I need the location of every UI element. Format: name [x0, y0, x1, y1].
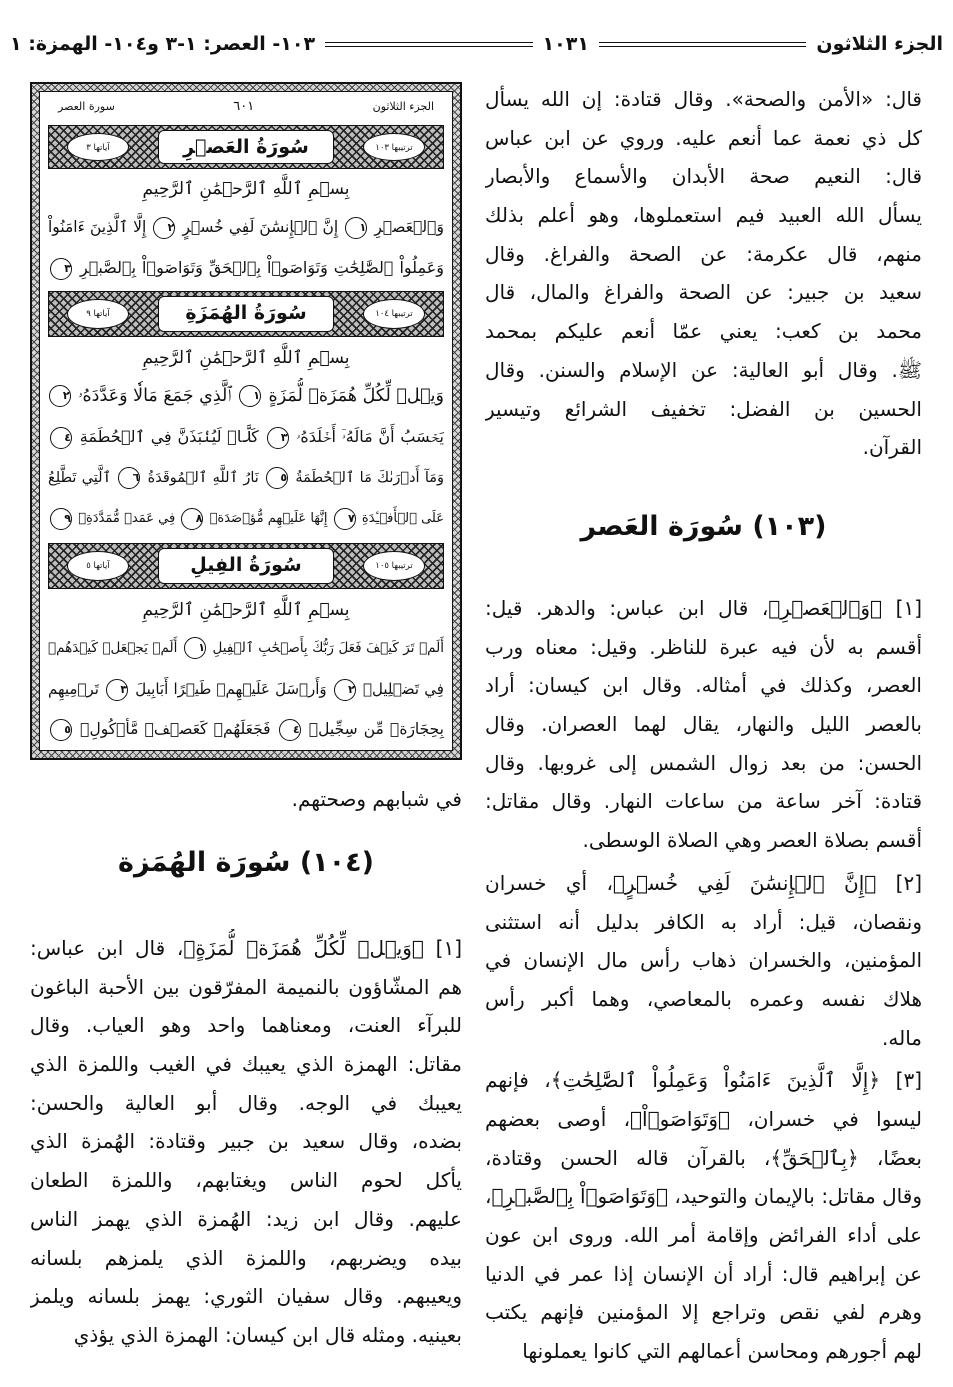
- juz-title: الجزء الثلاثون: [816, 33, 943, 55]
- ayah-number-marker: ٧: [334, 508, 356, 530]
- surah-title: سُورَةُ الفِيلِ: [158, 548, 334, 584]
- text-line: هم المشّاؤون بالنميمة المفرّقون بين الأحبة الباغون: [30, 974, 462, 999]
- text-line: عن إبراهيم قال: أراد أن الإنسان إذا عمر في الدنيا: [485, 1261, 922, 1286]
- ayah-number-marker: ٥: [50, 719, 72, 741]
- text-line: ماله.: [882, 1025, 922, 1050]
- header-rule: [599, 42, 806, 47]
- mushaf-page-number: ٦٠١: [233, 98, 255, 114]
- text-line: لهم أجورهم ومحاسن أعمالهم التي كانوا يعملونها: [522, 1339, 922, 1364]
- text-line: منهم، قال عكرمة: عن الصحة والفراغ. وقال: [485, 241, 922, 266]
- paragraph: [30, 780, 462, 819]
- right-column-commentary: [485, 589, 922, 1375]
- text-line: بعينيه. ومثله قال ابن كيسان: الهمزة الذي يؤذي: [73, 1322, 462, 1347]
- text-line: محمد بن كعب: يعني عمّا أنعم عليكم بمحمد: [485, 319, 922, 344]
- text-line: ﷺ. وقال أبو العالية: عن الإسلام والسنن. وقال: [485, 357, 922, 382]
- verse-text: إِنَّ ٱلۡإِنسَٰنَ لَفِي خُسۡرٍ: [182, 218, 339, 236]
- basmala: بِسۡمِ ٱللَّهِ ٱلرَّحۡمَٰنِ ٱلرَّحِيمِ: [142, 600, 350, 620]
- text-line: ويعيبهم. وقال سفيان الثوري: يهمز بلسانه ويلمز: [30, 1284, 462, 1309]
- text-line: قتادة: آخر ساعة من ساعات النهار. وقال مقاتل:: [485, 789, 922, 814]
- verse-text: وَعَمِلُواْ ٱلصَّٰلِحَٰتِ وَتَوَاصَوۡاْ بِٱلۡحَقِّ وَتَوَاصَوۡاْ بِٱلصَّبۡرِ: [80, 258, 444, 277]
- verse-text: إِلَّا ٱلَّذِينَ ءَامَنُواْ: [48, 218, 147, 236]
- paragraph: [485, 864, 922, 1057]
- text-line: قال: النعيم صحة الأبدان والأسماع والأبصار: [485, 164, 922, 189]
- text-line: يأكل لحوم الناس ويغتابهم، واللمزة الطعان: [30, 1168, 462, 1193]
- verse-text: إِنَّهَا عَلَيۡهِم مُّؤۡصَدَةٞ: [209, 511, 328, 526]
- verse-text: وَأَرۡسَلَ عَلَيۡهِمۡ طَيۡرًا أَبَابِيلَ: [135, 680, 327, 698]
- basmala: بِسۡمِ ٱللَّهِ ٱلرَّحۡمَٰنِ ٱلرَّحِيمِ: [142, 348, 350, 368]
- verse-line: [48, 630, 444, 666]
- text-line: الحسين بن الفضل: تخفيف الشرائع وتيسير: [485, 396, 922, 421]
- surah-banner-fil: [48, 543, 444, 589]
- verse-count-label: آياتها ٥: [67, 551, 129, 581]
- text-line: بعضًا، ﴿بِٱلۡحَقِّ﴾، بالقرآن قاله الحسن وقتادة،: [485, 1145, 922, 1170]
- header-rule: [325, 42, 532, 47]
- mushaf-page-frame: [30, 82, 462, 760]
- text-line: قال: «الأمن والصحة». وقال قتادة: إن الله يسأل: [485, 87, 922, 111]
- basmala: بِسۡمِ ٱللَّهِ ٱلرَّحۡمَٰنِ ٱلرَّحِيمِ: [142, 179, 350, 199]
- verse-text: تَرۡمِيهِم: [48, 680, 99, 698]
- text-line: بضده، وقال سعيد بن جبير وقتادة: الهُمزة الذي: [30, 1129, 462, 1154]
- surah-title: سُورَةُ الهُمَزَةِ: [158, 296, 334, 332]
- verse-text: وَيۡلٞ لِّكُلِّ هُمَزَةٖ لُّمَزَةٍ: [268, 386, 444, 406]
- ayah-number-marker: ٣: [267, 427, 289, 449]
- text-line: للبرآء العنت، ومعناهما واحد وهو العياب. وقال: [30, 1013, 462, 1038]
- paragraph: [485, 80, 922, 467]
- ayah-number-marker: ٣: [50, 258, 72, 280]
- ayah-number-marker: ٢: [153, 217, 175, 239]
- text-line: مقاتل: الهمزة الذي يعيبك في الغيب واللمزة الذي: [30, 1052, 462, 1077]
- verse-text: فِي تَضۡلِيلٖ: [363, 680, 444, 698]
- text-line: كل ذي نعمة عما أنعم عليه. وروي عن ابن عباس: [485, 125, 922, 150]
- text-line: هلاك نفسه وعمره بالمعاصي، وهما أكبر رأس: [485, 986, 922, 1011]
- text-line: [١] ﴿وَٱلۡعَصۡرِ﴾، قال ابن عباس: والدهر. قيل:: [485, 596, 922, 620]
- verse-text: كَلَّاۖ لَيُنۢبَذَنَّ فِي ٱلۡحُطَمَةِ: [79, 427, 259, 446]
- surah-banner-asr: [48, 125, 444, 169]
- verse-line: [48, 250, 444, 286]
- surah-heading-humazah: (١٠٤) سُورَة الهُمَزة: [118, 847, 374, 878]
- verse-text: عَلَى ٱلۡأَفۡـِٔدَةِ: [361, 511, 444, 526]
- verse-line: [48, 460, 444, 496]
- text-line: يعيبك في الوجه. وقال أبو العالية والحسن:: [30, 1090, 462, 1115]
- verse-count-label: آياتها ٩: [67, 299, 129, 329]
- ayah-number-marker: ٤: [279, 719, 301, 741]
- right-column-intro: [485, 80, 922, 471]
- verse-text: أَلَمۡ يَجۡعَلۡ كَيۡدَهُمۡ: [48, 640, 178, 656]
- mushaf-juz: الجزء الثلاثون: [372, 99, 434, 113]
- text-line: بالعصر الليل والنهار، يقال لهما العصران. وقال: [485, 712, 922, 737]
- ayah-number-marker: ٦: [118, 467, 140, 489]
- text-line: المؤمنين، والخسران ذهاب رأس مال الإنسان في: [485, 948, 922, 973]
- text-line: ليسوا في خسران، ﴿وَتَوَاصَوۡاْ﴾، أوصى بعضهم: [485, 1106, 922, 1131]
- left-column-commentary: [30, 929, 462, 1359]
- left-column-continuation: [30, 780, 462, 823]
- verse-text: نَارُ ٱللَّهِ ٱلۡمُوقَدَةُ: [147, 470, 259, 486]
- text-line: [١] ﴿وَيۡلٞ لِّكُلِّ هُمَزَةٖ لُّمَزَةٍ﴾، قال ابن عباس:: [30, 936, 462, 960]
- text-line: أقسم به لأن فيه عبرة للناظر. وقيل: معناه ورب: [485, 634, 922, 659]
- text-line: على أداء الفرائض وإقامة أمر الله. وروى ابن عون: [485, 1223, 922, 1247]
- text-line: العصر، وكذلك في أمثاله. وقال ابن كيسان: أراد: [485, 673, 922, 698]
- ayah-number-marker: ١: [184, 637, 206, 659]
- paragraph: [485, 589, 922, 860]
- verse-text: يَحۡسَبُ أَنَّ مَالَهُۥٓ أَخۡلَدَهُۥ: [296, 427, 444, 446]
- verse-line: [48, 209, 444, 245]
- text-line: سعيد بن جبير: عن الصحة والفراغ والمال، قال: [485, 280, 922, 305]
- text-line: الحسن: من بعد زوال الشمس إلى غروبها. وقال: [485, 750, 922, 775]
- verse-text: أَلَمۡ تَرَ كَيۡفَ فَعَلَ رَبُّكَ بِأَصۡحَٰبِ ٱلۡفِيلِ: [212, 640, 444, 656]
- verse-text: بِحِجَارَةٖ مِّن سِجِّيلٖ: [308, 720, 444, 738]
- running-header: [10, 26, 943, 62]
- ayah-number-marker: ٤: [50, 427, 72, 449]
- verse-text: ٱلَّتِي تَطَّلِعُ: [48, 470, 112, 486]
- surah-heading-asr: (١٠٣) سُورَة العَصر: [580, 511, 827, 542]
- ayah-number-marker: ٨: [181, 508, 203, 530]
- verse-text: فَجَعَلَهُمۡ كَعَصۡفٖ مَّأۡكُولِۭ: [80, 720, 271, 738]
- ayah-number-marker: ٢: [49, 385, 71, 407]
- text-line: القرآن.: [862, 435, 922, 460]
- verse-count-label: آياتها ٣: [67, 133, 129, 161]
- surah-reference: ١٠٣- العصر: ١-٣ و١٠٤- الهمزة: ١: [10, 33, 316, 55]
- page-number: ١٠٣١: [542, 33, 589, 55]
- text-line: [٢] ﴿إِنَّ ٱلۡإِنسَٰنَ لَفِي خُسۡرٍ﴾، أي خسران: [485, 870, 922, 895]
- verse-line: [48, 419, 444, 455]
- text-line: يسأل الله العبيد فيم استعملوها، وهو أعلم بذلك: [485, 203, 922, 228]
- verse-text: ٱلَّذِي جَمَعَ مَالٗا وَعَدَّدَهُۥ: [78, 386, 232, 406]
- verse-text: فِي عَمَدٖ مُّمَدَّدَةِۭ: [78, 511, 176, 526]
- verse-line: [48, 671, 444, 707]
- text-line: أقسم بصلاة العصر وهي الصلاة الوسطى.: [582, 828, 922, 853]
- paragraph: [485, 1061, 922, 1371]
- text-line: بيده ويضربهم، واللمزة الذي يلمزهم بلسانه: [30, 1245, 462, 1270]
- paragraph: [30, 929, 462, 1355]
- verse-text: وَمَآ أَدۡرَىٰكَ مَا ٱلۡحُطَمَةُ: [295, 470, 444, 486]
- surah-order-label: ترتيبها ١٠٣: [363, 133, 425, 161]
- ayah-number-marker: ٢: [334, 679, 356, 701]
- verse-line: [48, 378, 444, 414]
- surah-title: سُورَةُ العَصۡرِ: [158, 130, 334, 164]
- mushaf-mini-header: [48, 95, 444, 117]
- verse-line: [48, 711, 444, 747]
- surah-banner-humazah: [48, 291, 444, 337]
- text-line: ونقصان، قيل: أراد به الكافر بدليل أنه استثنى: [485, 909, 922, 934]
- ayah-number-marker: ٩: [50, 508, 72, 530]
- surah-order-label: ترتيبها ١٠٤: [363, 299, 425, 329]
- ayah-number-marker: ١: [345, 217, 367, 239]
- mushaf-surah-name: سورة العصر: [58, 99, 115, 113]
- verse-line: [48, 501, 444, 537]
- ayah-number-marker: ١: [239, 385, 261, 407]
- ayah-number-marker: ٣: [106, 679, 128, 701]
- verse-text: وَٱلۡعَصۡرِ: [374, 218, 444, 236]
- text-line: عليهم. وقال ابن زيد: الهُمزة الذي يهمز الناس: [30, 1206, 462, 1231]
- text-line: وقال مقاتل: بالإيمان والتوحيد، ﴿وَتَوَاصَوۡاْ بِٱلصَّبۡرِ﴾،: [485, 1184, 922, 1209]
- ayah-number-marker: ٥: [266, 467, 288, 489]
- text-line: [٣] ﴿إِلَّا ٱلَّذِينَ ءَامَنُواْ وَعَمِلُواْ ٱلصَّٰلِحَٰتِ﴾، فإنهم: [485, 1068, 922, 1093]
- text-line: وهرم لفي نقص وتراجع إلا المؤمنين فإنهم يكتب: [485, 1300, 922, 1325]
- surah-order-label: ترتيبها ١٠٥: [363, 551, 425, 581]
- text-line: في شبابهم وصحتهم.: [291, 787, 462, 811]
- mushaf-page: [39, 91, 453, 751]
